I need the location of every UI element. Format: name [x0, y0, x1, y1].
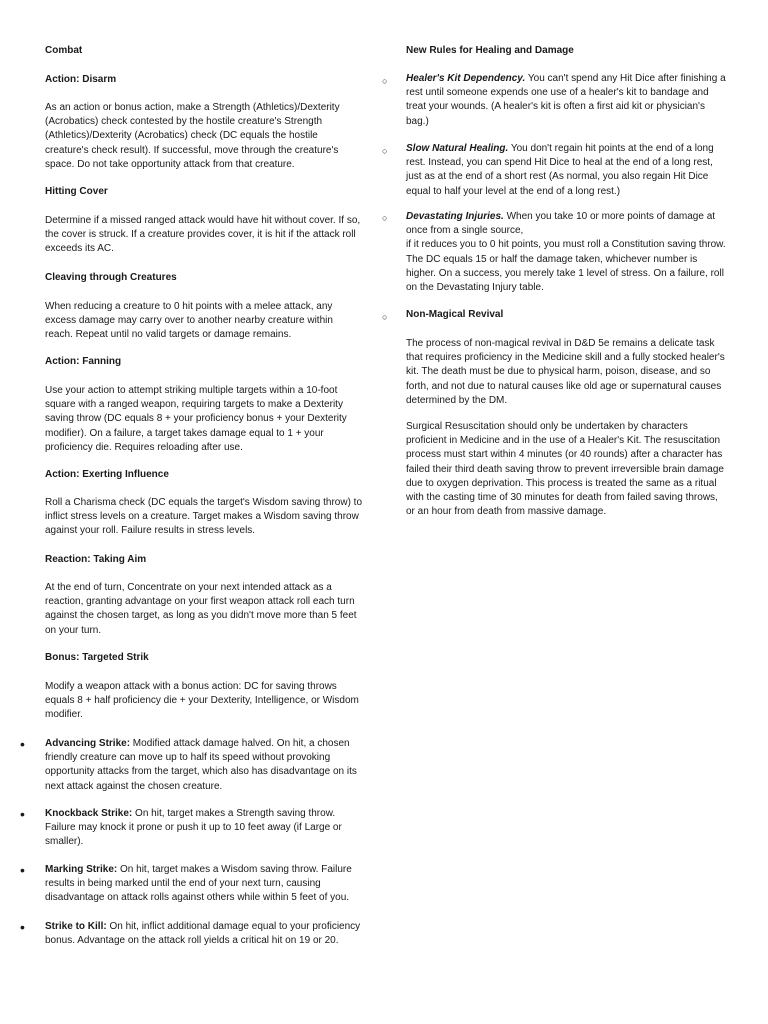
list-item-title: Knockback Strike:	[45, 808, 133, 819]
list-item-strike-to-kill	[45, 920, 365, 948]
text-taking-aim: At the end of turn, Concentrate on your next intended attack as a reaction, granting advantage on your first weapon attack roll each turn against the chosen target, as long as you didn't move more than 5 feet on your turn.	[45, 582, 357, 636]
list-item-knockback-strike	[45, 807, 365, 850]
list-item-advancing-strike	[45, 737, 365, 794]
list-item-title: Strike to Kill:	[45, 921, 107, 932]
text-revival-1: The process of non-magical revival in D&D 5e remains a delicate task that requires proficiency in the Medicine skill and a fully stocked healer's kit. The death must be due to physical harm, poison, disease, and so forth, and not due to natural causes like old age or supernatural causes determined by the DM.	[406, 338, 725, 406]
circle-bullet-icon: ○	[382, 76, 388, 86]
list-item-title: Devastating Injuries.	[406, 211, 504, 222]
circle-bullet-icon: ○	[382, 312, 388, 322]
heading-cleaving: Cleaving through Creatures	[45, 272, 177, 283]
list-item-title: Slow Natural Healing.	[406, 143, 509, 154]
list-item-title: Advancing Strike:	[45, 738, 131, 749]
text-exerting-influence: Roll a Charisma check (DC equals the target's Wisdom saving throw) to inflict stress levels on a creature. Target makes a Wisdom saving throw against your roll. Failure results in stress levels.	[45, 497, 363, 537]
bullet-icon: •	[20, 736, 25, 752]
heading-disarm: Action: Disarm	[45, 74, 117, 85]
bullet-icon: •	[20, 919, 25, 935]
text-hitting-cover: Determine if a missed ranged attack would have hit without cover. If so, the cover is struck. If a creature provides cover, it is hit if the attack roll exceeds its AC.	[45, 215, 361, 255]
list-item-devastating-injuries	[406, 210, 726, 295]
list-item-text: On hit, inflict additional damage equal to your proficiency bonus. Advantage on the attack roll yields a critical hit on 19 or 20.	[45, 921, 361, 947]
list-item-title: Marking Strike:	[45, 864, 118, 875]
circle-bullet-icon: ○	[382, 213, 388, 223]
list-item-marking-strike	[45, 863, 365, 906]
heading-fanning: Action: Fanning	[45, 356, 122, 367]
list-item-text-continued: if it reduces you to 0 hit points, you must roll a Constitution saving throw. The DC equals 15 or half the damage taken, whichever number is higher. On a success, you merely take 1 level of stress. On a failure, roll on the Devastating Injury table.	[406, 239, 726, 294]
heading-hitting-cover: Hitting Cover	[45, 186, 108, 197]
list-item-title: Healer's Kit Dependency.	[406, 73, 526, 84]
text-cleaving: When reducing a creature to 0 hit points with a melee attack, any excess damage may carry over to another nearby creature within reach. Repeat until no valid targets or damage remains.	[45, 301, 333, 341]
section-title-combat: Combat	[45, 45, 83, 56]
list-item-slow-healing	[406, 142, 726, 199]
list-item-text: On hit, target makes a Wisdom saving throw. Failure results in being marked until the end of your next turn, causing disadvantage on attack rolls against others while within 5 feet of you.	[45, 864, 352, 904]
text-disarm: As an action or bonus action, make a Strength (Athletics)/Dexterity (Acrobatics) check contested by the hostile creature's Strength (Athletics)/Dexterity (Acrobatics) check (DC equals the hostile creature's check result). If successful, move through the creature's space. Do not take opportunity attack from that creature.	[45, 102, 340, 170]
heading-non-magical-revival: Non-Magical Revival	[406, 309, 504, 320]
text-targeted-strike: Modify a weapon attack with a bonus action: DC for saving throws equals 8 + half proficiency die + your Dexterity, Intelligence, or Wisdom modifier.	[45, 681, 359, 721]
list-item-text: Modified attack damage halved. On hit, a chosen friendly creature can move up to half its speed without provoking opportunity attacks from the target, which also has disadvantage on its next attack against the chosen creature.	[45, 738, 357, 792]
text-revival-2: Surgical Resuscitation should only be undertaken by characters proficient in Medicine and in the use of a Healer's Kit. The resuscitation process must start within 4 minutes (or 40 rounds) after a character has failed their third death saving throw to prevent irreversible brain damage due to oxygen deprivation. This process is treated the same as a ritual with the casting time of 30 minutes for death from failed saving throws, or an hour from death from massive damage.	[406, 421, 724, 518]
bullet-icon: •	[20, 862, 25, 878]
list-item-text: You can't spend any Hit Dice after finishing a rest until someone expends one use of a healer's kit to bandage and treat your wounds. (A healer's kit is often a first aid kit or physician's bag.)	[406, 73, 726, 127]
text-fanning: Use your action to attempt striking multiple targets within a 10-foot square with a ranged weapon, requiring targets to make a Dexterity saving throw (DC equals 8 + your proficiency bonus + your Dexterity modifier). On a failure, a target takes damage equal to 1 + your proficiency die. Requires reloading after use.	[45, 385, 347, 453]
circle-bullet-icon: ○	[382, 146, 388, 156]
bullet-icon: •	[20, 806, 25, 822]
list-item-text: When you take 10 or more points of damage at once from a single source,	[406, 211, 716, 237]
list-item-text: You don't regain hit points at the end of a long rest. Instead, you can spend Hit Dice to heal at the end of a long rest, just as at the end of a short rest (As normal, you also regain Hit Dice equal to half your level at the end of a long rest.)	[406, 143, 714, 197]
heading-exerting-influence: Action: Exerting Influence	[45, 469, 169, 480]
heading-taking-aim: Reaction: Taking Aim	[45, 554, 147, 565]
heading-targeted-strike: Bonus: Targeted Strik	[45, 652, 149, 663]
section-title-healing-damage: New Rules for Healing and Damage	[406, 45, 574, 56]
list-item-healers-kit	[406, 72, 726, 129]
list-item-text: On hit, target makes a Strength saving throw. Failure may knock it prone or push it up to 10 feet away (if Large or smaller).	[45, 808, 342, 848]
